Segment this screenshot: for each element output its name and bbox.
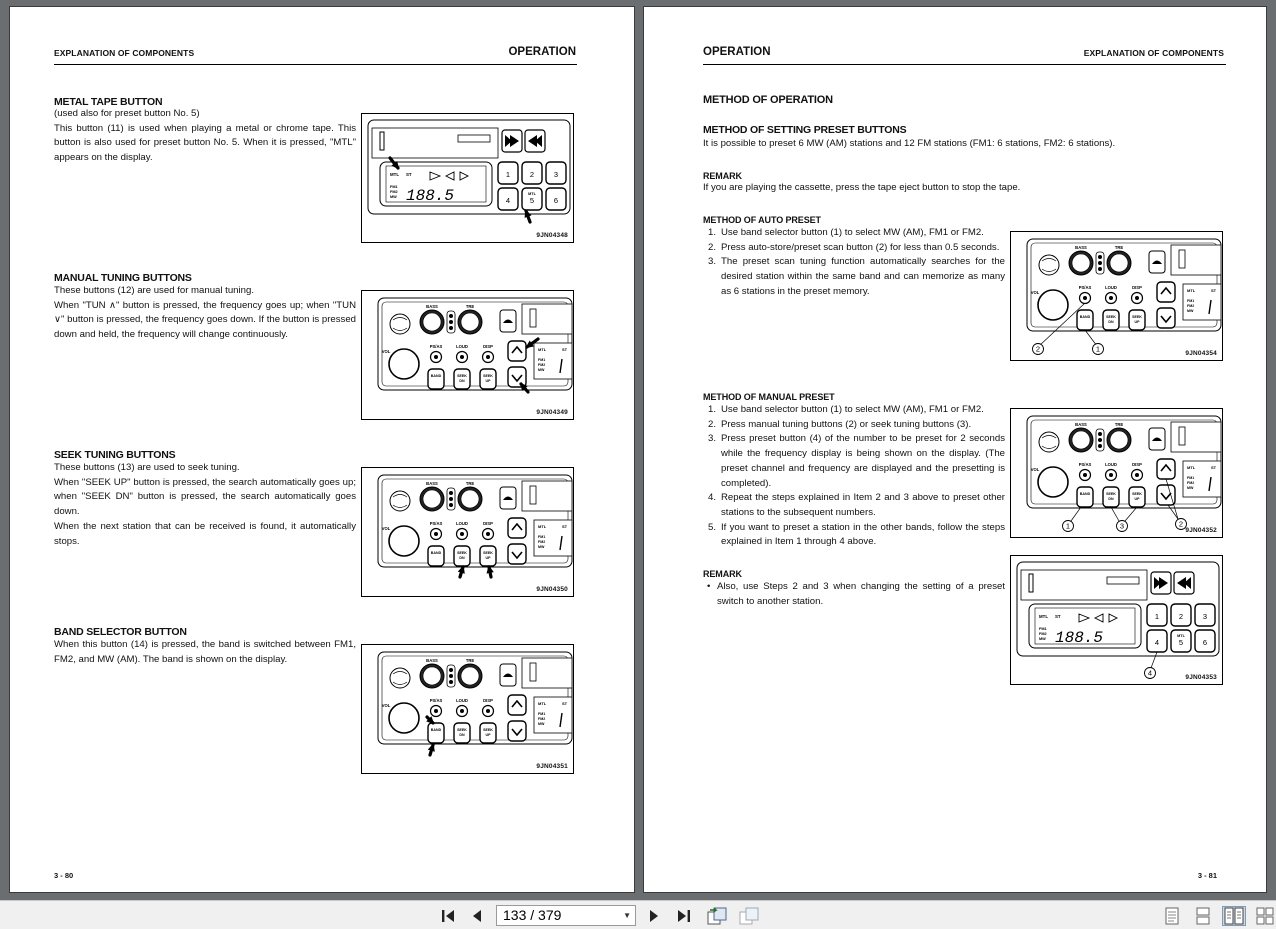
figure-code: 9JN04349	[536, 409, 568, 416]
section-body-seek-tuning	[54, 461, 356, 549]
svg-text:DN: DN	[459, 733, 465, 737]
two-page-icon	[1224, 907, 1244, 925]
svg-text:DISP: DISP	[1132, 462, 1142, 467]
cassette-panel-drawing	[362, 114, 575, 244]
svg-text:SEEK: SEEK	[457, 728, 467, 732]
paragraph: When the next station that can be received is found, it automatically stops.	[54, 520, 356, 547]
svg-text:FM1: FM1	[538, 712, 546, 716]
running-header-right: OPERATION	[508, 46, 576, 58]
viewer-toolbar	[0, 900, 1276, 929]
figure-auto-preset	[1010, 231, 1223, 361]
svg-text:MW: MW	[1187, 309, 1194, 313]
svg-text:FM2: FM2	[538, 363, 546, 367]
svg-text:1: 1	[1095, 344, 1101, 354]
paragraph: When "TUN ∧" button is pressed, the frequency goes up; when "TUN ∨" button is pressed, the frequency goes down. If the button is pressed down and held, the frequency will change continuously.	[54, 299, 356, 341]
svg-text:TRE: TRE	[465, 304, 475, 309]
list-item: 3. The preset scan tuning function automatically searches for the desired station within the same band and can memorize as many as 6 stations in the preset memory.	[708, 256, 1005, 297]
svg-text:ST: ST	[562, 524, 568, 529]
go-back-view-button[interactable]	[705, 906, 729, 926]
svg-text:SEEK: SEEK	[483, 551, 493, 555]
svg-text:LOUD: LOUD	[1105, 462, 1117, 467]
svg-text:MW: MW	[1187, 486, 1194, 490]
svg-text:SEEK: SEEK	[1106, 492, 1116, 496]
figure-code: 9JN04351	[536, 763, 568, 770]
section-title-manual-tuning: MANUAL TUNING BUTTONS	[54, 272, 192, 284]
svg-text:2: 2	[529, 170, 535, 179]
svg-text:UP: UP	[1134, 497, 1140, 501]
svg-text:2: 2	[1178, 519, 1184, 529]
svg-text:MW: MW	[1039, 637, 1046, 641]
running-header-left: EXPLANATION OF COMPONENTS	[54, 48, 195, 58]
remark-title: REMARK	[703, 569, 742, 579]
svg-text:UP: UP	[485, 379, 491, 383]
figure-band-selector	[361, 644, 574, 774]
list-item: • Also, use Steps 2 and 3 when changing the setting of a preset switch to another station.	[707, 581, 1005, 607]
svg-text:FM2: FM2	[390, 190, 398, 194]
previous-page-button[interactable]	[466, 906, 488, 926]
svg-text:DISP: DISP	[483, 698, 493, 703]
list-item: 5. If you want to preset a station in the other bands, follow the steps explained in Item 1 through 4 above.	[708, 521, 1005, 548]
svg-text:MTL: MTL	[1187, 288, 1196, 293]
svg-text:FM2: FM2	[1187, 304, 1195, 308]
svg-text:ST: ST	[1211, 288, 1217, 293]
svg-text:1: 1	[505, 170, 511, 179]
section-body-band-selector	[54, 638, 356, 667]
svg-text:PS/AS: PS/AS	[1078, 285, 1092, 290]
paragraph: These buttons (12) are used for manual tuning.	[54, 285, 254, 296]
svg-text:UP: UP	[485, 556, 491, 560]
svg-text:SEEK: SEEK	[457, 374, 467, 378]
last-page-button[interactable]	[673, 906, 695, 926]
forward-view-icon	[738, 906, 760, 926]
svg-text:MW: MW	[538, 545, 545, 549]
radio-panel-drawing	[1011, 232, 1224, 362]
section-title-setting-preset: METHOD OF SETTING PRESET BUTTONS	[703, 124, 907, 136]
manual-preset-title: METHOD OF MANUAL PRESET	[703, 392, 835, 402]
svg-text:DISP: DISP	[483, 344, 493, 349]
svg-text:TRE: TRE	[465, 658, 475, 663]
remark-bullets	[703, 580, 1005, 609]
figure-metal-tape	[361, 113, 574, 243]
first-page-button[interactable]	[437, 906, 459, 926]
svg-text:SEEK: SEEK	[1106, 315, 1116, 319]
svg-text:188.5: 188.5	[406, 187, 455, 205]
svg-text:DN: DN	[459, 379, 465, 383]
svg-text:FM1: FM1	[1187, 299, 1195, 303]
svg-text:BAND: BAND	[430, 551, 442, 555]
figure-seek-tuning	[361, 467, 574, 597]
header-rule	[703, 64, 1226, 65]
svg-text:VOL: VOL	[381, 703, 391, 708]
radio-panel-drawing	[362, 291, 575, 421]
back-view-icon	[706, 906, 728, 926]
svg-text:MTL: MTL	[538, 347, 547, 352]
svg-text:ST: ST	[562, 701, 568, 706]
first-page-icon	[439, 907, 457, 925]
svg-text:PS/AS: PS/AS	[429, 344, 443, 349]
radio-panel-drawing	[362, 645, 575, 775]
svg-text:3: 3	[1119, 521, 1125, 531]
radio-panel-drawing	[362, 468, 575, 598]
svg-text:BAND: BAND	[1079, 492, 1091, 496]
svg-text:MW: MW	[538, 722, 545, 726]
svg-text:UP: UP	[485, 733, 491, 737]
page-indicator-text: 133 / 379	[503, 907, 562, 923]
next-page-button[interactable]	[643, 906, 665, 926]
svg-text:LOUD: LOUD	[456, 344, 468, 349]
paragraph: (used also for preset button No. 5)	[54, 108, 200, 119]
svg-text:FM1: FM1	[1039, 627, 1047, 631]
svg-text:5: 5	[1178, 638, 1184, 647]
svg-text:MTL: MTL	[1177, 634, 1185, 638]
paragraph: When "SEEK UP" button is pressed, the search automatically goes up; when "SEEK DN" button is pressed, the search automatically goes down.	[54, 476, 356, 518]
svg-text:ST: ST	[1055, 614, 1061, 619]
radio-panel-drawing	[1011, 409, 1224, 539]
figure-preset-button	[1010, 555, 1223, 685]
svg-text:FM1: FM1	[1187, 476, 1195, 480]
svg-text:5: 5	[529, 196, 535, 205]
svg-text:SEEK: SEEK	[483, 728, 493, 732]
svg-text:FM1: FM1	[390, 185, 398, 189]
svg-text:FM2: FM2	[538, 540, 546, 544]
last-page-icon	[675, 907, 693, 925]
svg-text:3: 3	[553, 170, 559, 179]
next-page-icon	[645, 907, 663, 925]
section-title-metal-tape: METAL TAPE BUTTON	[54, 96, 163, 108]
svg-text:DISP: DISP	[483, 521, 493, 526]
svg-text:UP: UP	[1134, 320, 1140, 324]
figure-code: 9JN04354	[1185, 350, 1217, 357]
running-header-left: OPERATION	[703, 46, 771, 58]
continuous-page-icon	[1195, 907, 1211, 925]
page-title: METHOD OF OPERATION	[703, 94, 833, 106]
section-title-seek-tuning: SEEK TUNING BUTTONS	[54, 449, 176, 461]
svg-text:MTL: MTL	[528, 192, 536, 196]
page-number-input[interactable]	[496, 905, 636, 926]
list-item: 2. Press auto-store/preset scan button (2) for less than 0.5 seconds.	[708, 241, 1000, 253]
svg-text:TRE: TRE	[1114, 422, 1124, 427]
svg-text:LOUD: LOUD	[1105, 285, 1117, 290]
svg-text:BASS: BASS	[426, 304, 438, 309]
svg-text:SEEK: SEEK	[457, 551, 467, 555]
svg-text:PS/AS: PS/AS	[429, 698, 443, 703]
two-page-continuous-view-button[interactable]	[1255, 906, 1275, 926]
figure-code: 9JN04348	[536, 232, 568, 239]
figure-code: 9JN04352	[1185, 527, 1217, 534]
svg-text:TRE: TRE	[1114, 245, 1124, 250]
svg-text:4: 4	[1154, 638, 1160, 647]
header-rule	[54, 64, 577, 65]
svg-text:2: 2	[1035, 344, 1041, 354]
svg-text:BAND: BAND	[430, 374, 442, 378]
svg-text:MW: MW	[390, 195, 397, 199]
svg-text:BASS: BASS	[426, 481, 438, 486]
svg-text:MTL: MTL	[1039, 614, 1049, 619]
svg-text:VOL: VOL	[1030, 290, 1040, 295]
svg-text:MTL: MTL	[538, 524, 547, 529]
figure-manual-preset	[1010, 408, 1223, 538]
figure-code: 9JN04350	[536, 586, 568, 593]
svg-text:DN: DN	[1108, 497, 1114, 501]
svg-text:FM1: FM1	[538, 358, 546, 362]
go-forward-view-button[interactable]	[737, 906, 761, 926]
svg-text:FM2: FM2	[1187, 481, 1195, 485]
svg-text:6: 6	[553, 196, 559, 205]
svg-text:3: 3	[1202, 612, 1208, 621]
svg-text:DN: DN	[1108, 320, 1114, 324]
list-item: 2. Press manual tuning buttons (2) or seek tuning buttons (3).	[708, 418, 972, 430]
svg-text:DN: DN	[459, 556, 465, 560]
auto-preset-steps	[703, 226, 1005, 300]
svg-text:MW: MW	[538, 368, 545, 372]
svg-text:BASS: BASS	[1075, 422, 1087, 427]
svg-text:2: 2	[1178, 612, 1184, 621]
svg-text:VOL: VOL	[1030, 467, 1040, 472]
running-header-right: EXPLANATION OF COMPONENTS	[1083, 48, 1224, 58]
auto-preset-title: METHOD OF AUTO PRESET	[703, 215, 821, 225]
continuous-view-button[interactable]	[1193, 906, 1213, 926]
svg-text:MTL: MTL	[390, 172, 400, 177]
svg-text:6: 6	[1202, 638, 1208, 647]
intro-text: It is possible to preset 6 MW (AM) stations and 12 FM stations (FM1: 6 stations, FM2: 6 stations).	[703, 138, 1116, 149]
cassette-panel-drawing	[1011, 556, 1224, 686]
single-page-view-button[interactable]	[1162, 906, 1182, 926]
svg-text:FM1: FM1	[538, 535, 546, 539]
svg-text:1: 1	[1065, 521, 1071, 531]
page-left	[9, 6, 635, 893]
single-page-icon	[1164, 907, 1180, 925]
svg-text:BASS: BASS	[426, 658, 438, 663]
svg-text:VOL: VOL	[381, 526, 391, 531]
svg-text:FM2: FM2	[1039, 632, 1047, 636]
svg-text:MTL: MTL	[538, 701, 547, 706]
list-item: 4. Repeat the steps explained in Item 2 and 3 above to preset other stations to the subsequent numbers.	[708, 492, 1005, 518]
two-page-view-button[interactable]	[1222, 906, 1246, 926]
svg-text:LOUD: LOUD	[456, 521, 468, 526]
svg-text:TRE: TRE	[465, 481, 475, 486]
svg-text:SEEK: SEEK	[1132, 492, 1142, 496]
list-item: 1. Use band selector button (1) to select MW (AM), FM1 or FM2.	[708, 227, 984, 238]
svg-text:DISP: DISP	[1132, 285, 1142, 290]
svg-text:LOUD: LOUD	[456, 698, 468, 703]
manual-preset-steps	[703, 403, 1005, 550]
svg-text:ST: ST	[1211, 465, 1217, 470]
svg-text:1: 1	[1154, 612, 1160, 621]
list-item: 1. Use band selector button (1) to select MW (AM), FM1 or FM2.	[708, 404, 984, 415]
page-number-left: 3 - 80	[54, 871, 74, 880]
svg-text:188.5: 188.5	[1055, 629, 1104, 647]
section-body-manual-tuning	[54, 284, 356, 343]
svg-text:VOL: VOL	[381, 349, 391, 354]
svg-text:MTL: MTL	[1187, 465, 1196, 470]
page-right	[643, 6, 1267, 893]
svg-text:SEEK: SEEK	[1132, 315, 1142, 319]
previous-page-icon	[468, 907, 486, 925]
two-page-continuous-icon	[1256, 907, 1274, 925]
remark-text: If you are playing the cassette, press the tape eject button to stop the tape.	[703, 182, 1021, 193]
svg-text:4: 4	[1147, 668, 1153, 678]
svg-text:BAND: BAND	[430, 728, 442, 732]
figure-code: 9JN04353	[1185, 674, 1217, 681]
svg-text:BASS: BASS	[1075, 245, 1087, 250]
section-body-metal-tape	[54, 107, 356, 166]
svg-text:PS/AS: PS/AS	[1078, 462, 1092, 467]
paragraph: This button (11) is used when playing a metal or chrome tape. This button is also used for preset button No. 5. When it is pressed, "MTL" appears on the display.	[54, 122, 356, 164]
paragraph: These buttons (13) are used to seek tuning.	[54, 462, 240, 473]
svg-text:ST: ST	[406, 172, 412, 177]
svg-text:4: 4	[505, 196, 511, 205]
page-number-right: 3 - 81	[1197, 871, 1217, 880]
chevron-down-icon[interactable]: ▼	[623, 911, 631, 920]
svg-text:SEEK: SEEK	[483, 374, 493, 378]
svg-text:ST: ST	[562, 347, 568, 352]
figure-manual-tuning	[361, 290, 574, 420]
svg-text:FM2: FM2	[538, 717, 546, 721]
remark-title: REMARK	[703, 171, 742, 181]
paragraph: When this button (14) is pressed, the band is switched between FM1, FM2, and MW (AM). The band is shown on the display.	[54, 639, 356, 665]
svg-text:PS/AS: PS/AS	[429, 521, 443, 526]
list-item: 3. Press preset button (4) of the number to be preset for 2 seconds while the frequency display is being shown on the display. (The preset channel and frequency are displayed and the presetting is completed).	[708, 433, 1005, 489]
svg-text:BAND: BAND	[1079, 315, 1091, 319]
section-title-band-selector: BAND SELECTOR BUTTON	[54, 626, 187, 638]
